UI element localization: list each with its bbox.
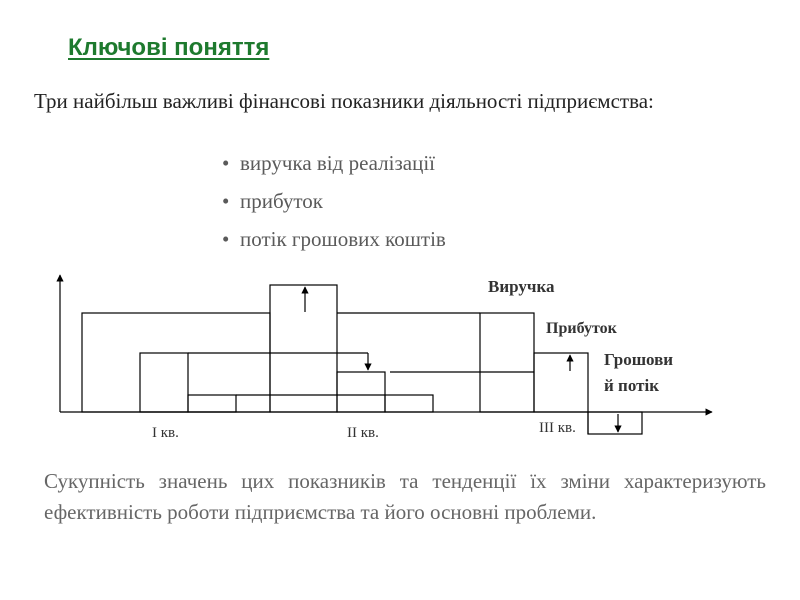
profit-bar-q3 [534, 353, 588, 412]
profit-bar-q1 [140, 353, 188, 412]
list-item-label: прибуток [240, 189, 323, 213]
revenue-label: Виручка [488, 277, 555, 296]
cashflow-bar-q3-negative [588, 412, 642, 434]
list-item-label: потік грошових коштів [240, 227, 446, 251]
quarter-label-q3: III кв. [539, 420, 576, 436]
quarter-label-q1: I кв. [152, 425, 179, 441]
revenue-bar-q2 [270, 285, 337, 412]
revenue-bar-q1 [82, 313, 270, 412]
revenue-bar-q3 [480, 313, 534, 412]
cashflow-bar-q1 [188, 395, 236, 412]
bullet-icon: • [222, 189, 230, 213]
cashflow-label-line2: й потік [604, 376, 659, 395]
bullet-icon: • [222, 227, 230, 251]
quarter-label-q2: II кв. [347, 425, 379, 441]
bullet-icon: • [222, 151, 230, 175]
slide-title: Ключові поняття [68, 34, 270, 61]
cashflow-bar-q2 [385, 395, 433, 412]
profit-bar-q2 [337, 372, 385, 412]
list-item-label: виручка від реалізації [240, 151, 435, 175]
intro-text: Три найбільш важливі фінансові показники діяльності підприємства: [34, 89, 654, 113]
summary-text: Сукупність значень цих показників та тенденції їх зміни характеризують ефективність роботи підприємства та його основні проблеми. [44, 469, 766, 524]
cashflow-label-line1: Грошови [604, 350, 674, 369]
profit-label: Прибуток [546, 320, 617, 337]
